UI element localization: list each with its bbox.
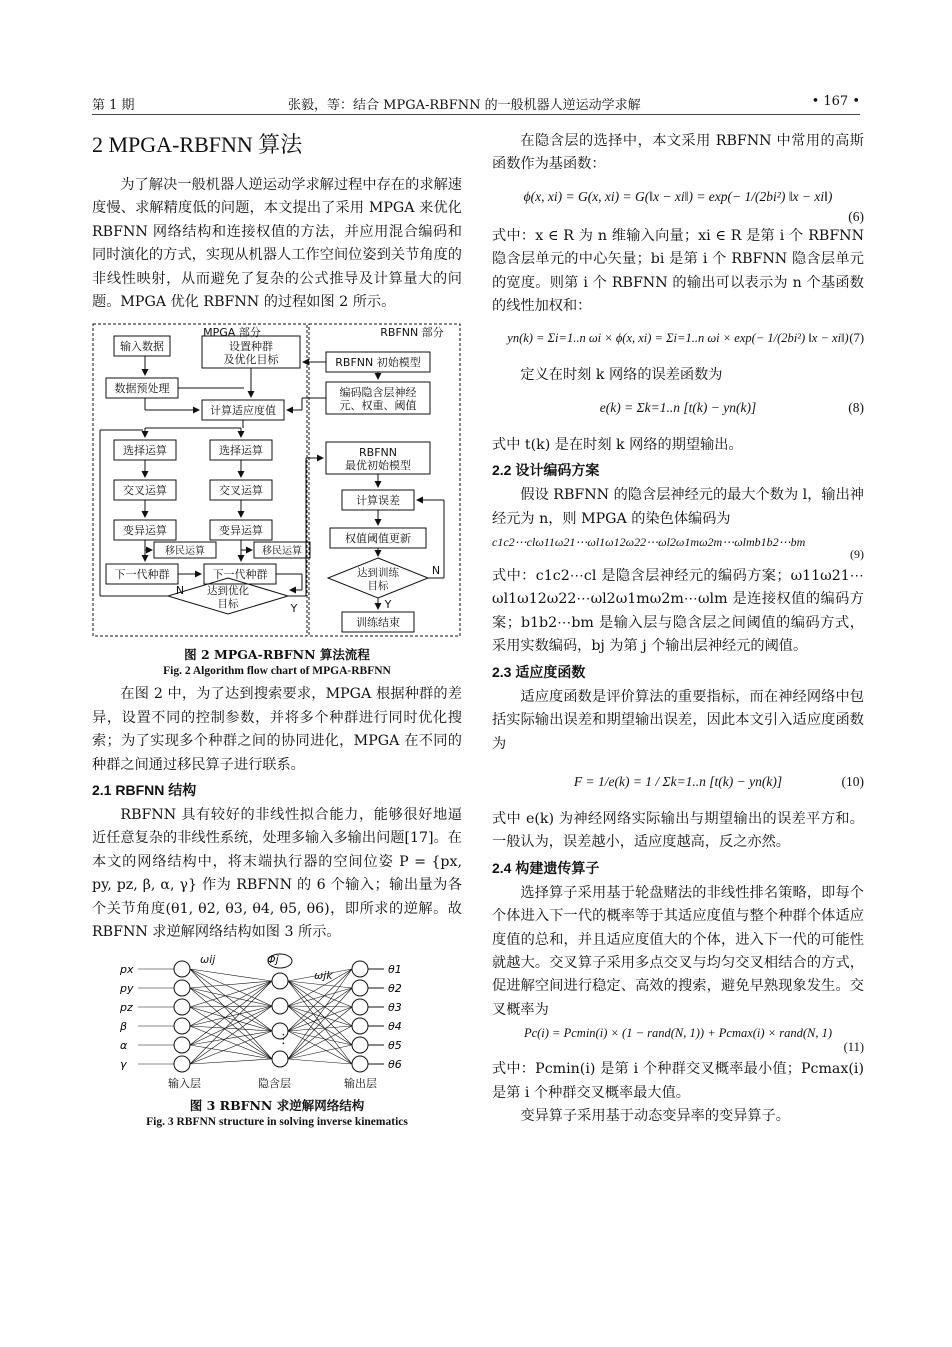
equation-8-number: (8) (848, 399, 864, 415)
input-node (174, 961, 190, 977)
mpga-section-label: MPGA 部分 (203, 326, 261, 340)
node-reach-opt-2: 目标 (217, 598, 239, 611)
input-node (174, 999, 190, 1015)
fig2-caption-en: Fig. 2 Algorithm flow chart of MPGA-RBFNN (163, 665, 391, 678)
subsection-2-2: 2.2 设计编码方案 (492, 462, 600, 479)
hidden-node (272, 1051, 288, 1067)
node-set-population: 设置种群 (229, 340, 273, 354)
node-mutation-2: 变异运算 (219, 524, 263, 538)
page-number: • 167 • (811, 94, 860, 109)
input-label: γ (120, 1057, 127, 1071)
node-encode-1: 编码隐含层神经 (339, 386, 417, 400)
output-label: θ1 (388, 962, 402, 976)
eq11-explanation: 式中：Pcmin(i) 是第 i 个种群交叉概率最小值；Pcmax(i) 是第 i 个种群交叉概率最大值。 (492, 1061, 864, 1101)
node-select-1: 选择运算 (123, 444, 167, 458)
node-migration-2: 移民运算 (262, 546, 302, 558)
node-next-gen-2: 下一代种群 (212, 568, 268, 582)
rbfnn-section-label: RBFNN 部分 (380, 326, 444, 340)
equation-10 (492, 756, 864, 808)
node-calc-error: 计算误差 (356, 494, 400, 508)
output-node (352, 999, 368, 1015)
node-rbfnn-init: RBFNN 初始模型 (335, 356, 421, 370)
running-title: 张毅，等：结合 MPGA-RBFNN 的一般机器人逆运动学求解 (288, 98, 641, 113)
label-w-jk: ωjk (314, 968, 333, 982)
error-definition-intro: 定义在时刻 k 网络的误差函数为 (520, 367, 723, 384)
output-label: θ4 (388, 1019, 402, 1033)
intro-paragraph: 为了解决一般机器人逆运动学求解过程中存在的求解速度慢、求解精度低的问题，本文提出了采用 MPGA 来优化 RBFNN 网络结构和连接权值的方法，并应用混合编码和同时演化的方式，实现从机器人工作空间位姿到关节角度的非线性映射，从而避免了复杂的公式推导及计算量大的问题。MPGA 优化 RBFNN 的过程如图 2 所示。 (92, 177, 462, 311)
output-node (352, 1018, 368, 1034)
subsection-2-1: 2.1 RBFNN 结构 (92, 782, 197, 799)
encoding-paragraph: 假设 RBFNN 的隐含层神经元的最大个数为 l，输出神经元为 n，则 MPGA 的染色体编码为 (492, 487, 864, 527)
equation-6-number: (6) (848, 208, 864, 224)
equation-9 (492, 531, 864, 565)
subsection-2-4: 2.4 构建遗传算子 (492, 859, 600, 876)
input-label: px (120, 962, 134, 976)
hidden-node (272, 973, 288, 989)
left-column (92, 130, 462, 1130)
input-node (174, 1056, 190, 1072)
fig3-caption-en: Fig. 3 RBFNN structure in solving inverse kinematics (146, 1115, 408, 1128)
node-next-gen-1: 下一代种群 (114, 568, 170, 582)
node-best-1: RBFNN (359, 446, 397, 460)
genetic-operator-paragraph: 选择算子采用基于轮盘赌法的非线性排名策略，即每个个体进入下一代的概率等于其适应度值与整个种群个体适应度值的总和，并且适应度值大的个体，进入下一代的可能性就越大。交叉算子采用多点交叉与均匀交叉相结合的方式，促进解空间进行稳定、高效的搜索，避免早熟现象发生。交叉概率为 (492, 884, 864, 1018)
node-best-2: 最优初始模型 (345, 459, 411, 473)
figure-3-network (92, 951, 462, 1091)
output-node (352, 961, 368, 977)
node-fitness: 计算适应度值 (210, 404, 276, 418)
hidden-layer-label: 隐含层 (258, 1076, 291, 1090)
node-reach-opt: 达到优化 (207, 585, 249, 598)
section-title: 2 MPGA-RBFNN 算法 (92, 132, 303, 157)
input-node (174, 1018, 190, 1034)
node-reach-train: 达到训练 (357, 567, 399, 580)
fitness-paragraph: 适应度函数是评价算法的重要指标，而在神经网络中包括实际输出误差和期望输出误差，因此本文引入适应度函数为 (492, 688, 864, 752)
label-phi: Φj (267, 952, 279, 966)
node-crossover-2: 交叉运算 (219, 484, 263, 498)
input-node (174, 1037, 190, 1053)
output-label: θ2 (388, 981, 402, 995)
equation-6 (492, 177, 864, 225)
label-y-2: Y (384, 598, 392, 612)
output-node (352, 980, 368, 996)
input-layer-label: 输入层 (168, 1076, 201, 1090)
equation-9-number: (9) (850, 547, 864, 562)
output-label: θ6 (388, 1057, 402, 1071)
label-n-1: N (175, 584, 185, 598)
hidden-node (272, 998, 288, 1014)
output-label: θ3 (388, 1000, 402, 1014)
mutation-operator-paragraph: 变异算子采用基于动态变异率的变异算子。 (520, 1107, 790, 1124)
input-label: pz (120, 1000, 133, 1014)
equation-7 (492, 318, 864, 364)
equation-11 (492, 1022, 864, 1058)
label-y-1: Y (290, 602, 298, 616)
eq6-explanation: 式中：x ∈ R 为 n 维输入向量；xi ∈ R 是第 i 个 RBFNN 隐含层单元的中心矢量；bi 是第 i 个 RBFNN 隐含层单元的宽度。则第 i 个 RBFNN 的输出可以表示为 n 个基函数的线性加权和： (492, 227, 864, 315)
eq10-explanation: 式中 e(k) 为神经网络实际输出与期望输出的误差平方和。一般认为，误差越小，适应度越高，反之亦然。 (492, 810, 864, 851)
figure-2-flowchart (92, 322, 462, 640)
subsection-2-3: 2.3 适应度函数 (492, 663, 586, 680)
running-header (92, 92, 860, 115)
node-select-2: 选择运算 (219, 444, 263, 458)
node-mutation-1: 变异运算 (123, 524, 167, 538)
equation-10-body: F = 1/e(k) = 1 / Σk=1..n [t(k) − yn(k)] (573, 773, 783, 789)
fig2-caption-cn: 图 2 MPGA-RBFNN 算法流程 (184, 647, 370, 663)
fig2-discussion: 在图 2 中，为了达到搜索要求，MPGA 根据种群的差异，设置不同的控制参数，并将多个种群进行同时优化搜索；为了实现多个种群之间的协同进化，MPGA 在不同的种群之间通过移民算子进行联系。 (92, 686, 462, 773)
label-n-2: N (431, 564, 441, 578)
basis-function-intro: 在隐含层的选择中，本文采用 RBFNN 中常用的高斯函数作为基函数： (492, 133, 864, 173)
equation-6-body: ϕ(x, xi) = G(x, xi) = G(‖x − xi‖) = exp(− 1/(2bi²) ‖x − xi‖) (523, 188, 833, 204)
node-input-data: 输入数据 (120, 340, 164, 354)
eq8-explanation: 式中 t(k) 是在时刻 k 网络的期望输出。 (492, 436, 743, 453)
right-column (492, 130, 864, 1128)
equation-8 (492, 388, 864, 434)
node-encode-2: 元、权重、阈值 (339, 399, 417, 413)
label-w-ij: ωij (200, 952, 216, 966)
eq9-explanation: 式中：c1c2⋯cl 是隐含层神经元的编码方案；ω11ω21⋯ωl1ω12ω22⋯ωl2ω1mω2m⋯ωlm 是连接权值的编码方案；b1b2⋯bm 是输入层与隐含层之间阈值的编码方式，采用实数编码，bj 为第 j 个输出层神经元的阈值。 (492, 568, 864, 655)
output-label: θ5 (388, 1038, 402, 1052)
output-layer-label: 输出层 (344, 1076, 377, 1090)
input-label: py (120, 981, 134, 995)
node-migration-1: 移民运算 (165, 546, 205, 558)
node-update: 权值阈值更新 (345, 532, 411, 546)
input-node (174, 980, 190, 996)
fig3-caption-cn: 图 3 RBFNN 求逆解网络结构 (189, 1097, 365, 1113)
issue-number: 第 1 期 (92, 98, 135, 113)
equation-10-number: (10) (841, 773, 864, 789)
input-label: β (120, 1019, 128, 1033)
equation-7-number: (7) (849, 331, 864, 346)
output-node (352, 1037, 368, 1053)
equation-8-body: e(k) = Σk=1..n [t(k) − yn(k)] (599, 399, 757, 415)
node-set-target: 及优化目标 (223, 353, 279, 367)
rbfnn-structure-paragraph: RBFNN 具有较好的非线性拟合能力，能够很好地逼近任意复杂的非线性系统，处理多输入多输出问题[17]。在本文的网络结构中，将末端执行器的空间位姿 P = {px, py, pz, β, α, γ} 作为 RBFNN 的 6 个输入；输出量为各个关节角度(θ1, θ2, θ3, θ4, θ5, θ6)，即所求的逆解。故 RBFNN 求逆解网络结构如图 3 所示。 (92, 807, 462, 941)
equation-9-body: c1c2⋯clω11ω21⋯ωl1ω12ω22⋯ωl2ω1mω2m⋯ωlmb1b2⋯bm (492, 535, 806, 550)
hidden-vdots: ⋮ (277, 1031, 290, 1047)
equation-11-number: (11) (843, 1040, 864, 1055)
equation-7-body: yn(k) = Σi=1..n ωi × ϕ(x, xi) = Σi=1..n ωi × exp(− 1/(2bi²) ‖x − xi‖) (507, 331, 849, 346)
input-label: α (120, 1038, 128, 1052)
equation-11-body: Pc(i) = Pcmin(i) × (1 − rand(N, 1)) + Pcmax(i) × rand(N, 1) (523, 1026, 833, 1041)
output-node (352, 1056, 368, 1072)
node-preprocess: 数据预处理 (114, 382, 170, 396)
node-crossover-1: 交叉运算 (123, 484, 167, 498)
node-reach-train-2: 目标 (367, 580, 389, 593)
node-train-end: 训练结束 (356, 616, 400, 630)
